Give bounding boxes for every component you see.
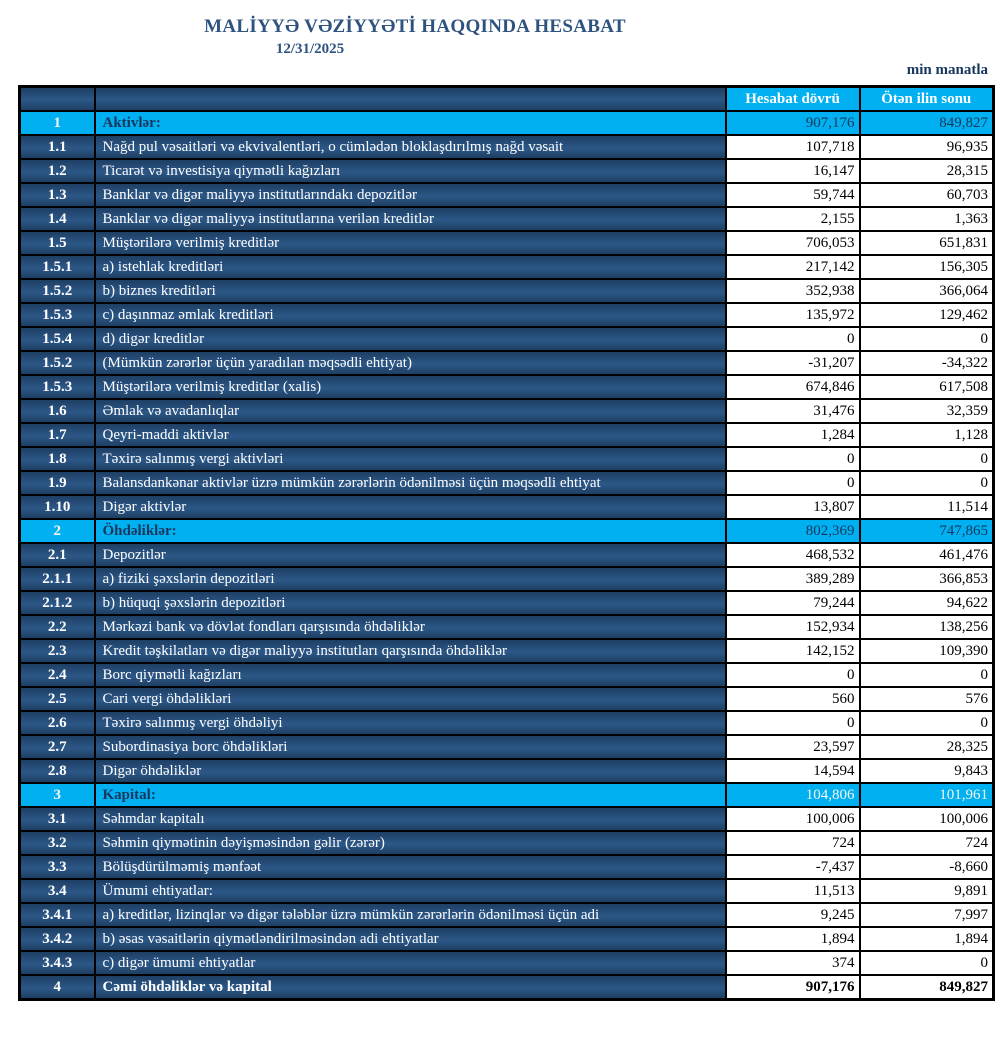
table-row: [20, 639, 994, 663]
row-number-cell: 1.5.2: [20, 279, 95, 303]
row-label-cell: Təxirə salınmış vergi aktivləri: [95, 447, 726, 471]
row-number-cell: 1.1: [20, 135, 95, 159]
row-current-value-cell: 135,972: [726, 303, 860, 327]
row-previous-value-cell: 109,390: [860, 639, 994, 663]
row-previous-value-cell: 747,865: [860, 519, 994, 543]
table-row: [20, 183, 994, 207]
row-label-cell: Öhdəliklər:: [95, 519, 726, 543]
row-label-cell: Müştərilərə verilmiş kreditlər: [95, 231, 726, 255]
row-previous-value-cell: 9,891: [860, 879, 994, 903]
table-row: [20, 903, 994, 927]
row-current-value-cell: 100,006: [726, 807, 860, 831]
row-label-cell: Aktivlər:: [95, 111, 726, 135]
row-previous-value-cell: 96,935: [860, 135, 994, 159]
row-label-cell: Kapital:: [95, 783, 726, 807]
row-label-cell: Səhmin qiymətinin dəyişməsindən gəlir (zərər): [95, 831, 726, 855]
row-number-cell: 1.5.4: [20, 327, 95, 351]
row-label-cell: Cəmi öhdəliklər və kapital: [95, 975, 726, 1000]
row-current-value-cell: 0: [726, 447, 860, 471]
row-previous-value-cell: 1,894: [860, 927, 994, 951]
row-label-cell: Cari vergi öhdəlikləri: [95, 687, 726, 711]
row-current-value-cell: 0: [726, 471, 860, 495]
row-number-cell: 4: [20, 975, 95, 1000]
row-previous-value-cell: 576: [860, 687, 994, 711]
row-current-value-cell: 1,894: [726, 927, 860, 951]
row-previous-value-cell: 100,006: [860, 807, 994, 831]
row-previous-value-cell: 0: [860, 663, 994, 687]
row-number-cell: 1: [20, 111, 95, 135]
row-current-value-cell: -31,207: [726, 351, 860, 375]
row-label-cell: Digər aktivlər: [95, 495, 726, 519]
row-label-cell: Digər öhdəliklər: [95, 759, 726, 783]
table-row: [20, 423, 994, 447]
row-label-cell: Banklar və digər maliyyə institutlarındakı depozitlər: [95, 183, 726, 207]
row-number-cell: 1.4: [20, 207, 95, 231]
table-row: [20, 663, 994, 687]
row-label-cell: c) digər ümumi ehtiyatlar: [95, 951, 726, 975]
row-number-cell: 1.5: [20, 231, 95, 255]
unit-note: min manatla: [906, 62, 988, 78]
row-current-value-cell: 907,176: [726, 111, 860, 135]
row-number-cell: 1.7: [20, 423, 95, 447]
row-number-cell: 2.8: [20, 759, 95, 783]
row-current-value-cell: 724: [726, 831, 860, 855]
table-row: [20, 231, 994, 255]
row-previous-value-cell: 138,256: [860, 615, 994, 639]
row-previous-value-cell: 849,827: [860, 975, 994, 1000]
row-number-cell: 2.6: [20, 711, 95, 735]
row-previous-value-cell: 617,508: [860, 375, 994, 399]
row-label-cell: Qeyri-maddi aktivlər: [95, 423, 726, 447]
table-row: [20, 351, 994, 375]
row-number-cell: 3.4.3: [20, 951, 95, 975]
row-current-value-cell: 217,142: [726, 255, 860, 279]
header-cell-number: [20, 87, 95, 112]
table-row: [20, 399, 994, 423]
row-number-cell: 2.4: [20, 663, 95, 687]
row-previous-value-cell: 28,315: [860, 159, 994, 183]
row-number-cell: 3.4.1: [20, 903, 95, 927]
section-row: [20, 783, 994, 807]
header-cell-label: [95, 87, 726, 112]
row-current-value-cell: 560: [726, 687, 860, 711]
header-cell-current-period: Hesabat dövrü: [726, 87, 860, 112]
table-row: [20, 207, 994, 231]
row-label-cell: Subordinasiya borc öhdəlikləri: [95, 735, 726, 759]
row-label-cell: Ticarət və investisiya qiymətli kağızları: [95, 159, 726, 183]
row-previous-value-cell: 849,827: [860, 111, 994, 135]
row-current-value-cell: 374: [726, 951, 860, 975]
report-date: 12/31/2025: [275, 41, 345, 57]
row-label-cell: Müştərilərə verilmiş kreditlər (xalis): [95, 375, 726, 399]
row-previous-value-cell: 129,462: [860, 303, 994, 327]
table-row: [20, 135, 994, 159]
row-label-cell: d) digər kreditlər: [95, 327, 726, 351]
row-number-cell: 3.4: [20, 879, 95, 903]
row-label-cell: Nağd pul vəsaitləri və ekvivalentləri, o cümlədən bloklaşdırılmış nağd vəsait: [95, 135, 726, 159]
row-number-cell: 2: [20, 519, 95, 543]
table-row: [20, 735, 994, 759]
row-number-cell: 1.2: [20, 159, 95, 183]
row-previous-value-cell: 156,305: [860, 255, 994, 279]
row-number-cell: 1.5.2: [20, 351, 95, 375]
header-cell-previous-period: Ötən ilin sonu: [860, 87, 994, 112]
row-number-cell: 1.8: [20, 447, 95, 471]
row-number-cell: 1.9: [20, 471, 95, 495]
section-row: [20, 111, 994, 135]
row-current-value-cell: 468,532: [726, 543, 860, 567]
row-current-value-cell: 31,476: [726, 399, 860, 423]
row-current-value-cell: 107,718: [726, 135, 860, 159]
row-number-cell: 1.5.1: [20, 255, 95, 279]
table-header-row: [20, 87, 994, 112]
table-row: [20, 303, 994, 327]
row-label-cell: Bölüşdürülməmiş mənfəət: [95, 855, 726, 879]
row-number-cell: 1.3: [20, 183, 95, 207]
table-row: [20, 711, 994, 735]
row-previous-value-cell: 1,128: [860, 423, 994, 447]
row-previous-value-cell: 0: [860, 447, 994, 471]
row-number-cell: 1.10: [20, 495, 95, 519]
row-label-cell: Ümumi ehtiyatlar:: [95, 879, 726, 903]
row-label-cell: Balansdankənar aktivlər üzrə mümkün zərərlərin ödənilməsi üçün məqsədli ehtiyat: [95, 471, 726, 495]
row-label-cell: Təxirə salınmış vergi öhdəliyi: [95, 711, 726, 735]
table-row: [20, 855, 994, 879]
row-previous-value-cell: 0: [860, 471, 994, 495]
row-number-cell: 2.3: [20, 639, 95, 663]
row-current-value-cell: 2,155: [726, 207, 860, 231]
row-current-value-cell: 0: [726, 327, 860, 351]
row-number-cell: 2.1.2: [20, 591, 95, 615]
row-previous-value-cell: 0: [860, 327, 994, 351]
row-label-cell: Səhmdar kapitalı: [95, 807, 726, 831]
row-current-value-cell: 1,284: [726, 423, 860, 447]
row-current-value-cell: 104,806: [726, 783, 860, 807]
table-row: [20, 375, 994, 399]
row-previous-value-cell: 461,476: [860, 543, 994, 567]
table-row: [20, 471, 994, 495]
row-current-value-cell: 16,147: [726, 159, 860, 183]
row-current-value-cell: 23,597: [726, 735, 860, 759]
row-current-value-cell: 13,807: [726, 495, 860, 519]
row-current-value-cell: 11,513: [726, 879, 860, 903]
row-previous-value-cell: -34,322: [860, 351, 994, 375]
row-current-value-cell: 706,053: [726, 231, 860, 255]
row-number-cell: 3.4.2: [20, 927, 95, 951]
row-current-value-cell: 142,152: [726, 639, 860, 663]
row-label-cell: c) daşınmaz əmlak kreditləri: [95, 303, 726, 327]
row-current-value-cell: 152,934: [726, 615, 860, 639]
row-number-cell: 2.1.1: [20, 567, 95, 591]
row-current-value-cell: 389,289: [726, 567, 860, 591]
table-row: [20, 951, 994, 975]
table-row: [20, 879, 994, 903]
section-row: [20, 519, 994, 543]
row-number-cell: 3.1: [20, 807, 95, 831]
row-number-cell: 2.5: [20, 687, 95, 711]
row-label-cell: b) əsas vəsaitlərin qiymətləndirilməsindən adi ehtiyatlar: [95, 927, 726, 951]
row-number-cell: 2.2: [20, 615, 95, 639]
row-previous-value-cell: 651,831: [860, 231, 994, 255]
row-previous-value-cell: 9,843: [860, 759, 994, 783]
table-row: [20, 159, 994, 183]
row-number-cell: 2.1: [20, 543, 95, 567]
row-number-cell: 3.3: [20, 855, 95, 879]
row-label-cell: (Mümkün zərərlər üçün yaradılan məqsədli ehtiyat): [95, 351, 726, 375]
row-number-cell: 1.5.3: [20, 375, 95, 399]
row-current-value-cell: 0: [726, 663, 860, 687]
row-previous-value-cell: 1,363: [860, 207, 994, 231]
row-previous-value-cell: 0: [860, 711, 994, 735]
row-current-value-cell: 674,846: [726, 375, 860, 399]
row-label-cell: a) istehlak kreditləri: [95, 255, 726, 279]
row-label-cell: Banklar və digər maliyyə institutlarına verilən kreditlər: [95, 207, 726, 231]
row-current-value-cell: 352,938: [726, 279, 860, 303]
row-previous-value-cell: 60,703: [860, 183, 994, 207]
report-title: MALİYYƏ VƏZİYYƏTİ HAQQINDA HESABAT: [204, 16, 626, 37]
table-body: [20, 111, 994, 1000]
row-current-value-cell: 79,244: [726, 591, 860, 615]
table-row: [20, 807, 994, 831]
row-label-cell: Kredit təşkilatları və digər maliyyə institutları qarşısında öhdəliklər: [95, 639, 726, 663]
table-row: [20, 279, 994, 303]
table-row: [20, 543, 994, 567]
row-label-cell: b) hüquqi şəxslərin depozitləri: [95, 591, 726, 615]
row-previous-value-cell: 11,514: [860, 495, 994, 519]
table-row: [20, 927, 994, 951]
row-label-cell: a) fiziki şəxslərin depozitləri: [95, 567, 726, 591]
row-previous-value-cell: 724: [860, 831, 994, 855]
row-number-cell: 3.2: [20, 831, 95, 855]
table-row: [20, 255, 994, 279]
row-previous-value-cell: -8,660: [860, 855, 994, 879]
table-row: [20, 447, 994, 471]
row-number-cell: 1.5.3: [20, 303, 95, 327]
row-previous-value-cell: 366,853: [860, 567, 994, 591]
row-previous-value-cell: 0: [860, 951, 994, 975]
row-previous-value-cell: 94,622: [860, 591, 994, 615]
row-label-cell: Mərkəzi bank və dövlət fondları qarşısında öhdəliklər: [95, 615, 726, 639]
row-current-value-cell: 14,594: [726, 759, 860, 783]
row-label-cell: Borc qiymətli kağızları: [95, 663, 726, 687]
row-label-cell: a) kreditlər, lizinqlər və digər tələblər üzrə mümkün zərərlərin ödənilməsi üçün adi: [95, 903, 726, 927]
row-number-cell: 1.6: [20, 399, 95, 423]
row-previous-value-cell: 7,997: [860, 903, 994, 927]
financial-position-table: [18, 85, 995, 1001]
row-number-cell: 3: [20, 783, 95, 807]
table-row: [20, 687, 994, 711]
row-previous-value-cell: 101,961: [860, 783, 994, 807]
row-current-value-cell: 59,744: [726, 183, 860, 207]
table-row: [20, 591, 994, 615]
row-current-value-cell: 0: [726, 711, 860, 735]
row-label-cell: b) biznes kreditləri: [95, 279, 726, 303]
row-current-value-cell: 802,369: [726, 519, 860, 543]
table-row: [20, 495, 994, 519]
table-row: [20, 759, 994, 783]
table-row: [20, 831, 994, 855]
row-label-cell: Depozitlər: [95, 543, 726, 567]
row-label-cell: Əmlak və avadanlıqlar: [95, 399, 726, 423]
row-previous-value-cell: 366,064: [860, 279, 994, 303]
table-row: [20, 567, 994, 591]
row-previous-value-cell: 28,325: [860, 735, 994, 759]
row-number-cell: 2.7: [20, 735, 95, 759]
row-current-value-cell: 9,245: [726, 903, 860, 927]
total-row: [20, 975, 994, 1000]
row-current-value-cell: 907,176: [726, 975, 860, 1000]
table-row: [20, 615, 994, 639]
row-previous-value-cell: 32,359: [860, 399, 994, 423]
table-row: [20, 327, 994, 351]
row-current-value-cell: -7,437: [726, 855, 860, 879]
